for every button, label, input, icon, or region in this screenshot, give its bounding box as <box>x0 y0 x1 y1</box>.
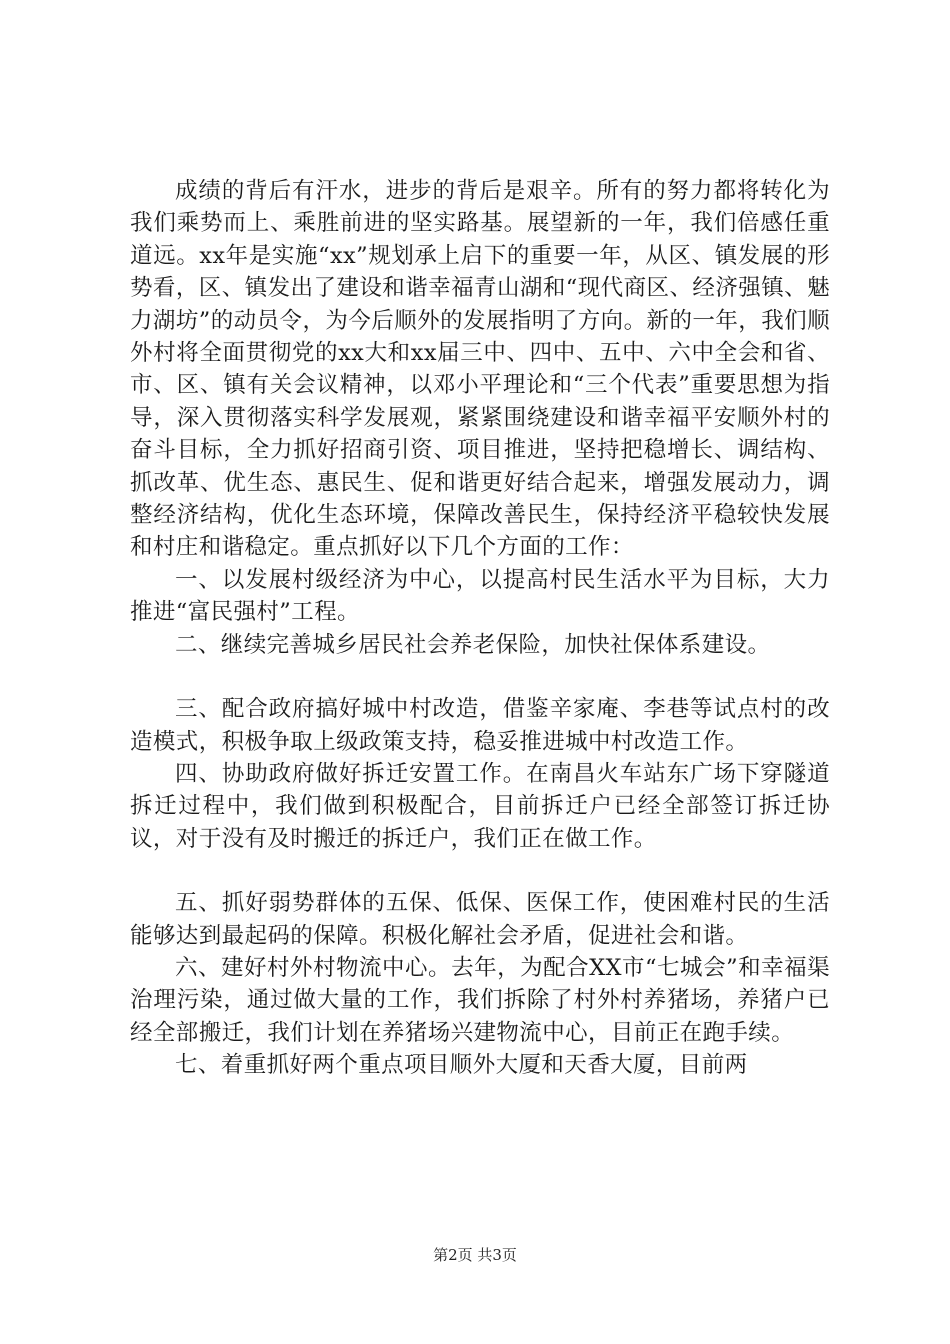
paragraph-item-6: 六、建好村外村物流中心。去年，为配合XX市“七城会”和幸福渠治理污染，通过做大量的工作，我们拆除了村外村养猪场，养猪户已经全部搬迁，我们计划在养猪场兴建物流中心，目前正在跑手续。 <box>130 954 830 1046</box>
paragraph-item-2: 二、继续完善城乡居民社会养老保险，加快社保体系建设。 <box>175 631 771 658</box>
paragraph-item-3: 三、配合政府搞好城中村改造，借鉴辛家庵、李巷等试点村的改造模式，积极争取上级政策支持，稳妥推进城中村改造工作。 <box>130 696 830 755</box>
paragraph-item-4: 四、协助政府做好拆迁安置工作。在南昌火车站东广场下穿隧道拆迁过程中，我们做到积极配合，目前拆迁户已经全部签订拆迁协议，对于没有及时搬迁的拆迁户，我们正在做工作。 <box>130 760 830 852</box>
paragraph-gap <box>130 661 830 693</box>
paragraph-gap <box>130 855 830 887</box>
paragraph-item-5: 五、抓好弱势群体的五保、低保、医保工作，使困难村民的生活能够达到最起码的保障。积极化解社会矛盾，促进社会和谐。 <box>130 890 830 949</box>
page-number-footer: 第2页 共3页 <box>433 1246 517 1264</box>
paragraph-outlook: 成绩的背后有汗水，进步的背后是艰辛。所有的努力都将转化为我们乘势而上、乘胜前进的坚实路基。展望新的一年，我们倍感任重道远。xx年是实施“xx”规划承上启下的重要一年，从区、镇发展的形势看，区、镇发出了建设和谐幸福青山湖和“现代商区、经济强镇、魅力湖坊”的动员令，为今后顺外的发展指明了方向。新的一年，我们顺外村将全面贯彻党的xx大和xx届三中、四中、五中、六中全会和省、市、区、镇有关会议精神，以邓小平理论和“三个代表”重要思想为指导，深入贯彻落实科学发展观，紧紧围绕建设和谐幸福平安顺外村的奋斗目标，全力抓好招商引资、项目推进，坚持把稳增长、调结构、抓改革、优生态、惠民生、促和谐更好结合起来，增强发展动力，调整经济结构，优化生态环境，保障改善民生，保持经济平稳较快发展和村庄和谐稳定。重点抓好以下几个方面的工作： <box>130 178 830 561</box>
paragraph-item-1: 一、以发展村级经济为中心，以提高村民生活水平为目标，大力推进“富民强村”工程。 <box>130 566 830 626</box>
document-body <box>130 175 830 1082</box>
paragraph-item-7: 七、着重抓好两个重点项目顺外大厦和天香大厦，目前两 <box>175 1052 748 1079</box>
